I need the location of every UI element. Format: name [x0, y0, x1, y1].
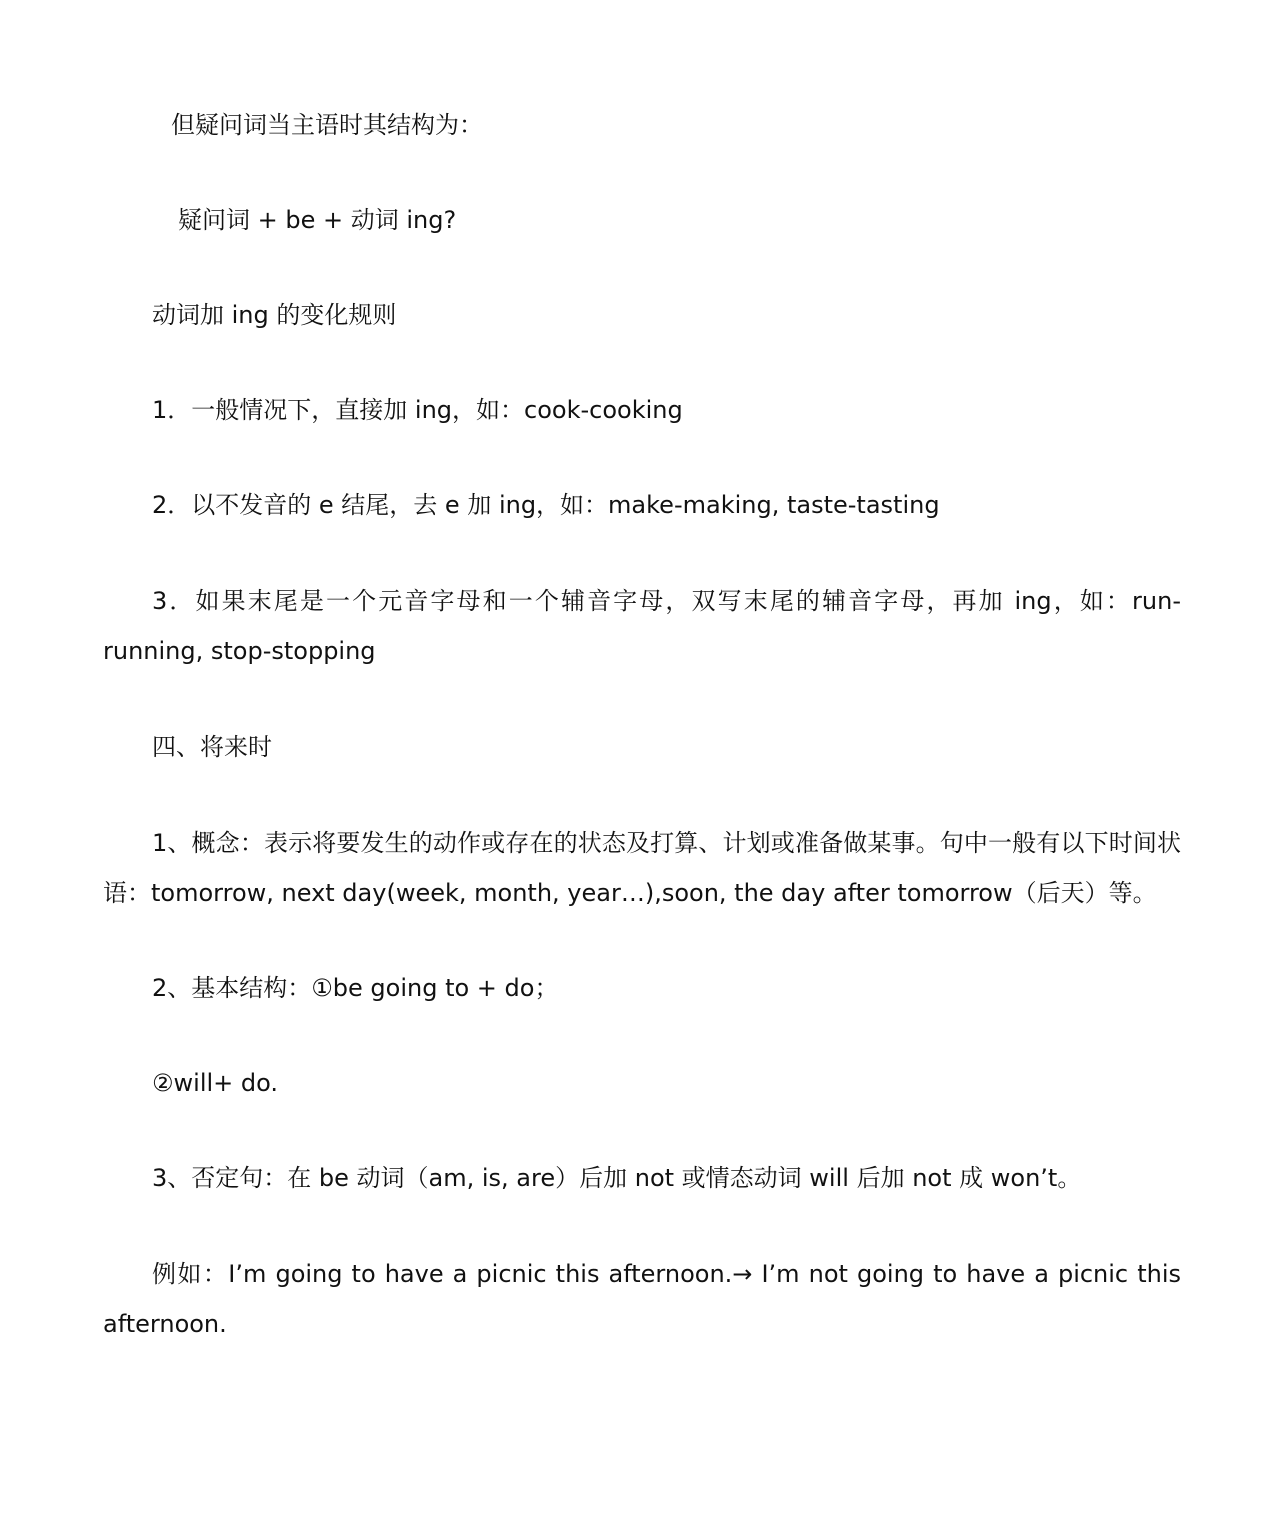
- ing-rules-heading: 动词加 ing 的变化规则: [152, 301, 397, 329]
- future-tense-concept: 1、概念：表示将要发生的动作或存在的状态及打算、计划或准备做某事。句中一般有以下时间状语：tomorrow, next day(week, month, year…),soon, the day after tomorrow（后天）等。: [103, 829, 1181, 907]
- ing-rule-1: 1．一般情况下，直接加 ing，如：cook-cooking: [152, 396, 683, 424]
- future-tense-example: 例如：I’m going to have a picnic this afternoon.→ I’m not going to have a picnic this afternoon.: [103, 1260, 1181, 1338]
- ing-rule-2: 2．以不发音的 e 结尾，去 e 加 ing，如：make-making, taste-tasting: [152, 491, 940, 519]
- ing-rule-3: 3．如果末尾是一个元音字母和一个辅音字母，双写末尾的辅音字母，再加 ing，如：run-running, stop-stopping: [103, 587, 1181, 665]
- future-tense-structure: 2、基本结构：①be going to + do；: [152, 974, 559, 1002]
- future-tense-negative: 3、否定句：在 be 动词（am, is, are）后加 not 或情态动词 will 后加 not 成 won’t。: [152, 1164, 1082, 1192]
- future-tense-structure-will: ②will+ do.: [152, 1069, 279, 1097]
- question-word-structure: 疑问词 + be + 动词 ing?: [178, 206, 457, 234]
- future-tense-heading: 四、将来时: [152, 733, 272, 761]
- question-word-subject-note: 但疑问词当主语时其结构为：: [171, 111, 483, 139]
